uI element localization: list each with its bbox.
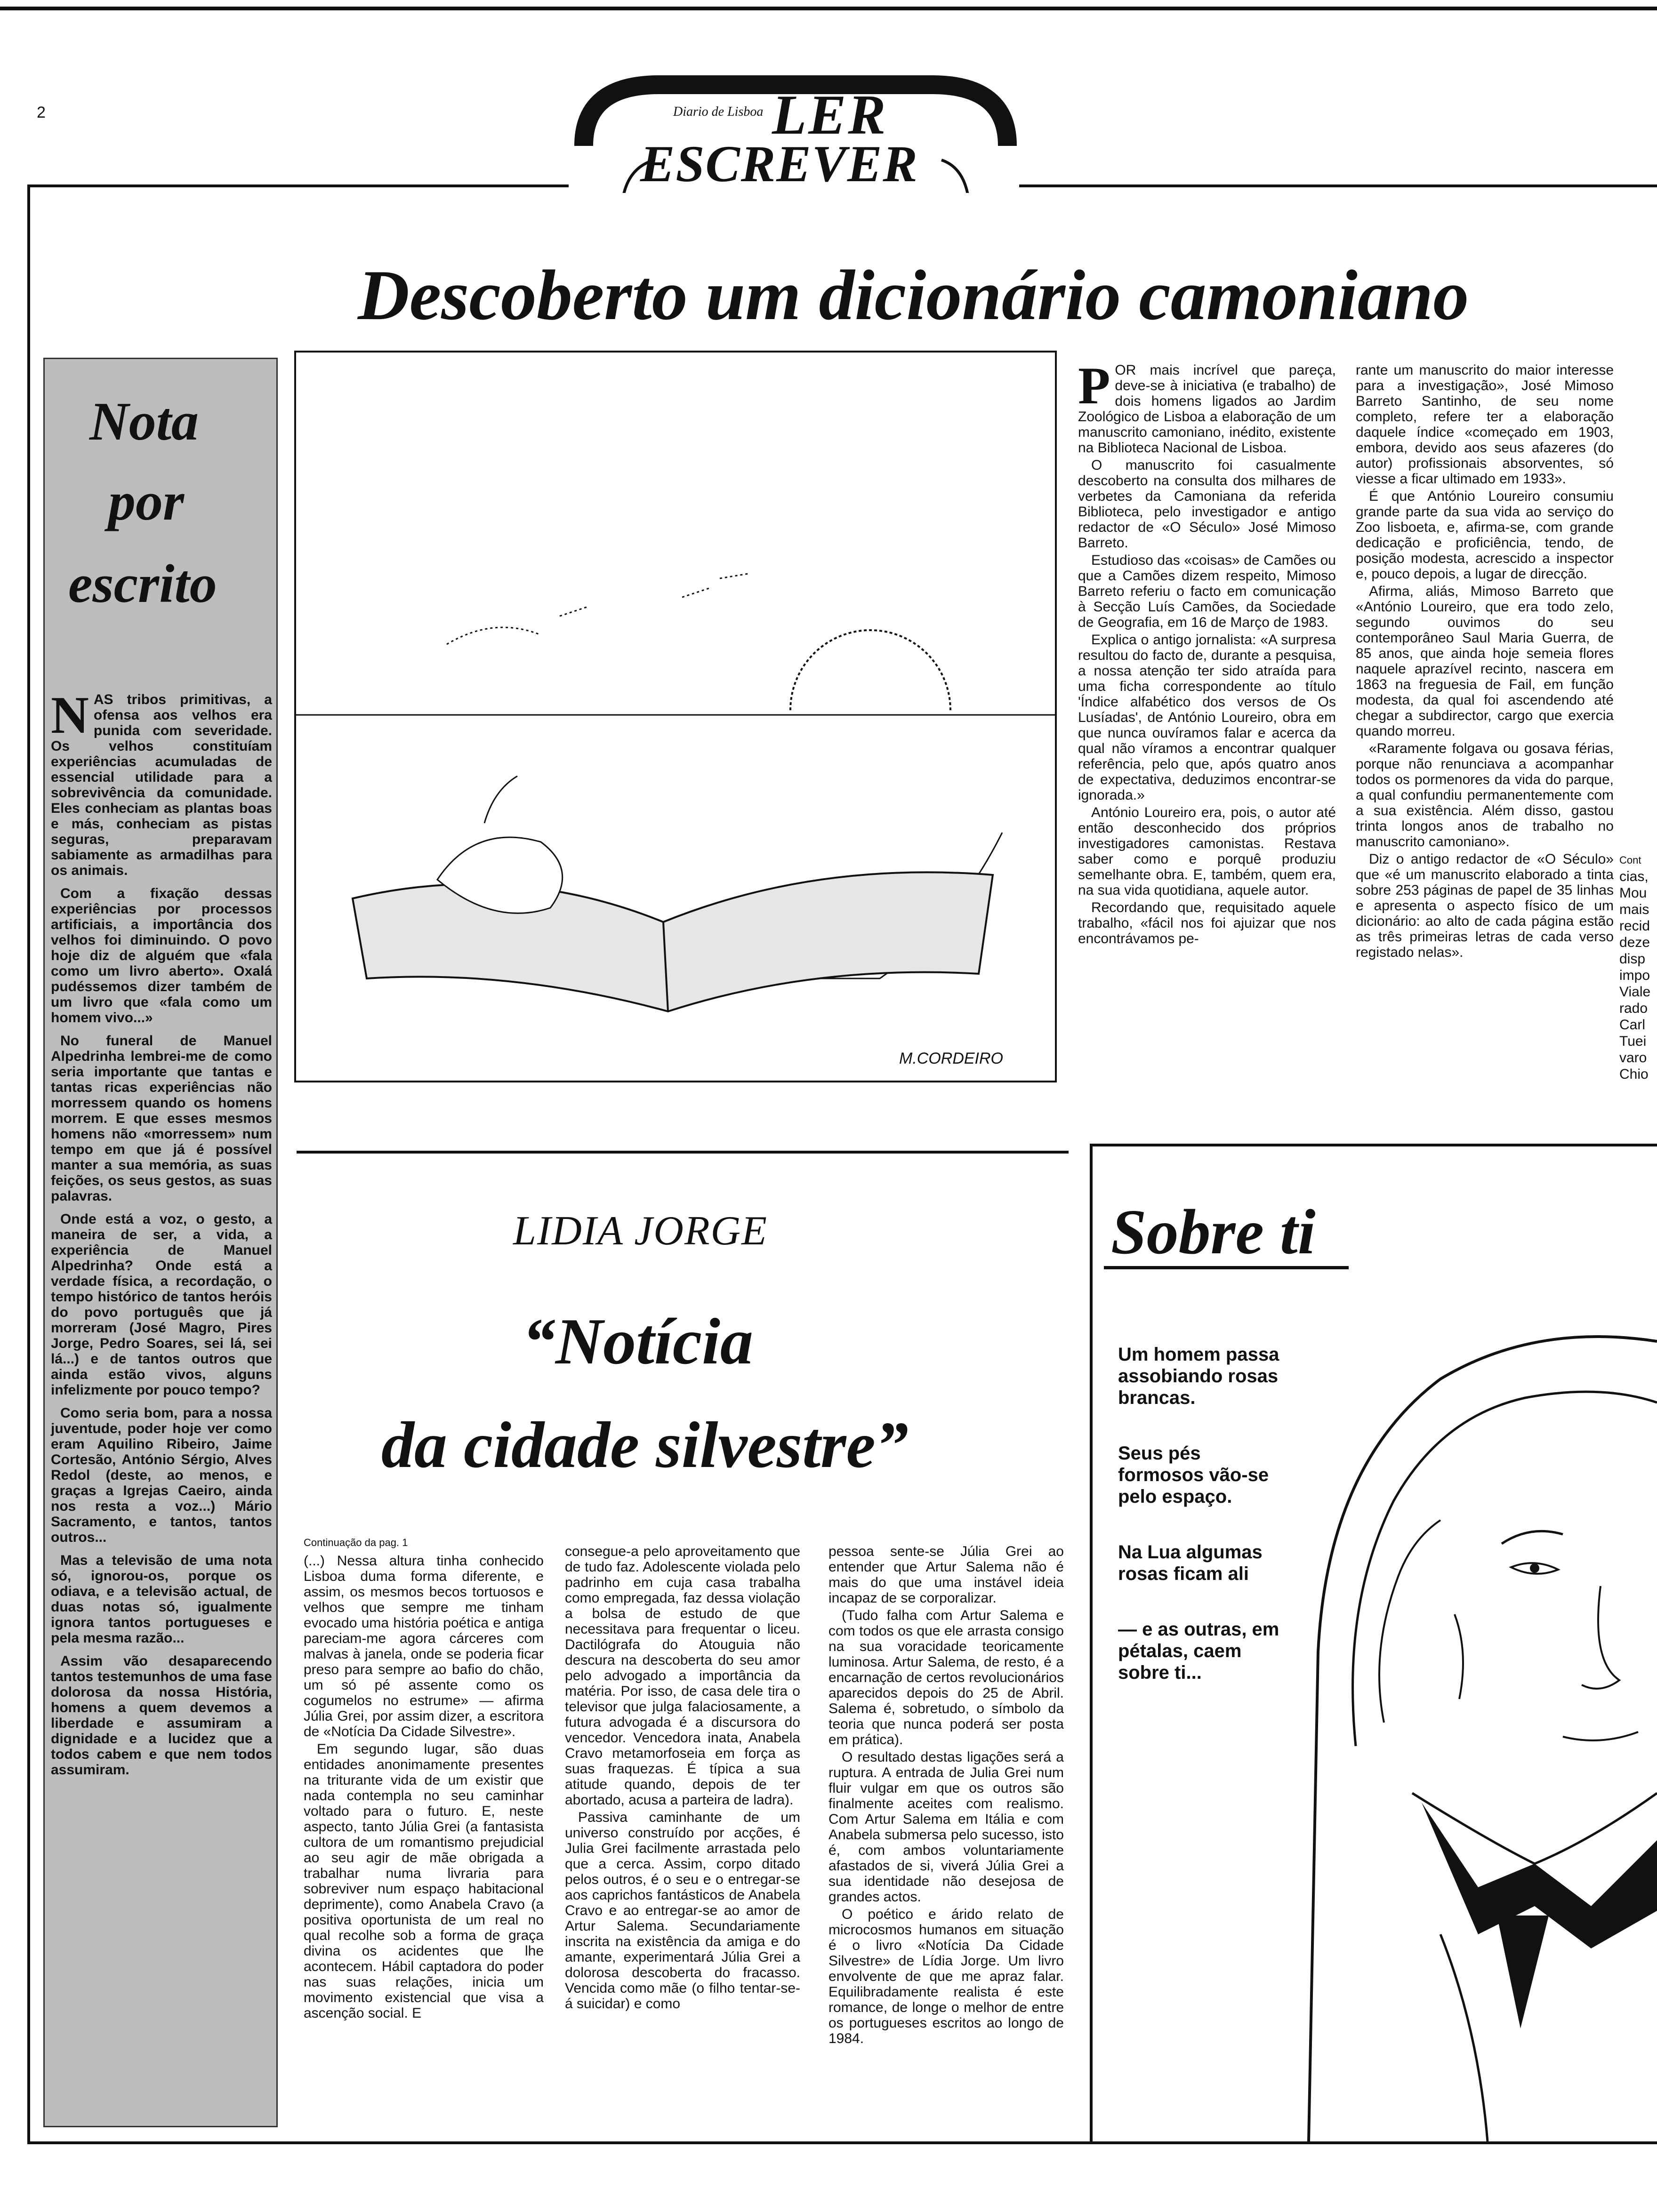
portrait-illustration [1299, 1322, 1657, 2141]
masthead-small: Diario de Lisboa [673, 104, 764, 119]
nota-title-1: Nota [89, 392, 199, 452]
poem-top-rule [1090, 1144, 1657, 1146]
bottom-border [27, 2141, 1657, 2144]
nota-paragraph: Mas a televisão de uma nota só, ignorou-os, porque os odiava, e a televisão actual, de duas notas só, igualmente ignora tantos portugueses e pela mesma razão... [51, 1553, 272, 1646]
top-border [0, 7, 1657, 10]
edge-fragment-label: Cont [1619, 854, 1641, 866]
article2-paragraph: pessoa sente-se Júlia Grei ao entender que Artur Salema não é mais do que uma instável ideia incapaz de se corporalizar. [828, 1544, 1064, 1606]
left-border [27, 184, 30, 2142]
poem-title: Sobre ti [1111, 1197, 1316, 1267]
article2-title-2: da cidade silvestre” [381, 1409, 909, 1482]
article2-paragraph: O resultado destas ligações será a ruptura. A entrada de Julia Grei num fluir vulgar em que os outros são finalmente aceites com realismo. Com Artur Salema em Itália e com Anabela submersa pelo sucesso, isto é, com ambos voluntariamente afastados de si, viverá Júlia Grei a sua identidade não desejosa de grandes actos. [828, 1749, 1064, 1905]
edge-fragment-line: impo [1619, 968, 1650, 983]
article2-paragraph: Passiva caminhante de um universo construído por acções, é Julia Grei facilmente arrastada pelo que a cerca. Assim, corpo ditado pelos outros, é o seu e o entregar-se aos caprichos fantásticos de Anabela Cravo e ao entregar-se ao amor de Artur Salema. Secundariamente inscrita na existência da amiga e do amante, experimentará Júlia Grei a dolorosa descoberta do fracasso. Vencida como mãe (o filho tentar-se-á suicidar) e como [565, 1810, 800, 2012]
eyebrow [1502, 1531, 1563, 1544]
article1-paragraph: António Loureiro era, pois, o autor até então desconhecido dos próprios investigadores camonistas. Restava saber como e porquê produziu semelhante obra. E, também, quem era, na sua vida quotidiana, aquele autor. [1078, 805, 1336, 898]
edge-fragment-line: recid [1619, 918, 1650, 934]
edge-fragment-line: disp [1619, 951, 1646, 967]
header-rule-left [27, 184, 569, 187]
illustration-signature: M.CORDEIRO [899, 1050, 1003, 1067]
hair-outline [1353, 1392, 1657, 1746]
poem-text [1118, 1344, 1287, 1717]
poem-stanza: — e as outras, em pétalas, caem sobre ti... [1118, 1619, 1279, 1683]
article1-dropcap: P [1078, 357, 1110, 415]
masthead-escrever: ESCREVER [640, 135, 918, 192]
article2-author: LIDIA JORGE [513, 1208, 768, 1254]
edge-fragment-line: cias, [1619, 869, 1649, 884]
tie [1497, 1915, 1549, 2028]
nose [1582, 1586, 1619, 1689]
article2-col3 [828, 1544, 1064, 2048]
article1-col1 [1078, 357, 1336, 948]
article1-paragraph: É que António Loureiro consumiu grande parte da sua vida ao serviço do Zoo lisboeta, e, afirma-se, com grande dedicação e proficiência, tendo, de posição modesta, acrescido a inspector e, pouco depois, a lugar de direcção. [1356, 489, 1614, 582]
hair-strand [1379, 1520, 1440, 1723]
pupil [1530, 1563, 1539, 1573]
article2-col2 [565, 1544, 800, 2013]
edge-fragment [1619, 852, 1656, 1082]
article2-top-rule [297, 1151, 1069, 1154]
poem-title-underline [1104, 1266, 1349, 1269]
birds [447, 574, 748, 644]
sun [790, 630, 950, 710]
article2-paragraph: (Tudo falha com Artur Salema e com todos os que ele arrasta consigo na sua voracidade teoricamente luminosa. Artur Salema, de resto, é a encarnação de certos revolucionários aparecidos depois do 25 de Abril. Salema é, sobretudo, o símbolo da teoria que nunca poderá ser posta em prática). [828, 1608, 1064, 1747]
poem-left-rule [1090, 1144, 1093, 2141]
nota-paragraph: Assim vão desaparecendo tantos testemunhos de uma fase dolorosa da nossa História, homens a quem devemos a liberdade e assumiram a dignidade e a lucidez que a todos cabem e que nem todos assumiram. [51, 1653, 272, 1778]
nota-paragraph: AS tribos primitivas, a ofensa aos velhos era punida com severidade. Os velhos constituíam experiências acumuladas de essencial utilidade para a sobrevivência da comunidade. Eles conheciam as plantas boas e más, conheciam as pistas seguras, preparavam sabiamente as armadilhas para os animais. [51, 692, 272, 878]
edge-fragment-line: deze [1619, 935, 1650, 950]
jacket-line [1440, 1934, 1488, 2141]
header-rule-right [1019, 184, 1657, 187]
article1-headline: Descoberto um dicionário camoniano [358, 256, 1469, 335]
nota-paragraph: Onde está a voz, o gesto, a maneira de ser, a vida, a experiência de Manuel Alpedrinha? Onde está a verdade física, a recordação, o tempo histórico de tantos heróis do povo português que já morreram (José Magro, Pires Jorge, Pedro Soares, sei lá, sei lá...) e de tantos outros que ainda estão vivos, alguns infelizmente por pouco tempo? [51, 1211, 272, 1398]
illustration-frame [294, 351, 1057, 1082]
article1-paragraph: Recordando que, requisitado aquele trabalho, «fácil nos foi ajuizar que nos encontrávamos pe- [1078, 900, 1336, 946]
article2-paragraph: (...) Nessa altura tinha conhecido Lisboa duma forma diferente, e assim, os mesmos becos tortuosos e velhos que sempre me tinham evocado uma história poética e antiga pareciam-me agora cárceres com malvas à janela, onde se poderia ficar preso para sempre ao bafio do chão, um só pé assente como os cogumelos no estrume» — afirma Júlia Grei, por assim dizer, a escritora de «Notícia Da Cidade Silvestre». [304, 1553, 544, 1739]
article1-paragraph: Explica o antigo jornalista: «A surpresa resultou do facto de, durante a pesquisa, a nossa atenção ter sido atraída para uma ficha correspondente ao título 'Índice alfabético dos versos de Os Lusíadas', de António Loureiro, obra em que nunca ouvíramos falar e acerca da qual não víramos a encontrar qualquer referência, pelo que, após quatro anos de expectativa, deduzimos encontrar-se ignorada.» [1078, 632, 1336, 803]
masthead-ler: LER [772, 83, 888, 146]
edge-fragment-line: Viale [1619, 984, 1651, 1000]
mouth [1563, 1732, 1638, 1740]
article1-paragraph: «Raramente folgava ou gosava férias, porque não renunciava a acompanhar todos os pormenores da vida do parque, a qual confundiu permanentemente com a sua existência. Além disso, gastou trinta longos anos de trabalho no manuscrito camoniano». [1356, 741, 1614, 850]
open-book [353, 872, 993, 1011]
edge-fragment-line: Mou [1619, 885, 1647, 901]
article1-paragraph: Diz o antigo redactor de «O Século» que «é um manuscrito elaborado a tinta sobre 253 páginas de papel de 35 linhas e apresenta o aspecto físico de um dicionário: ao alto de cada página estão as três primeiras letras de cada verso registado nelas». [1356, 851, 1614, 960]
poem-stanza: Na Lua algumas rosas ficam ali [1118, 1542, 1263, 1584]
ear [1455, 1614, 1463, 1699]
article2-col1 [304, 1553, 544, 2023]
nota-title-2: por [108, 472, 185, 532]
nota-dropcap: N [51, 686, 89, 745]
nota-paragraph: Com a fixação dessas experiências por processos artificiais, a importância dos velhos foi diminuindo. O povo hoje diz de alguém que «fala como um livro aberto». Oxalá pudéssemos dizer também de um livro que «fala como um homem vivo...» [51, 886, 272, 1026]
quill [484, 776, 517, 823]
book-illustration [296, 353, 1055, 1081]
article2-paragraph: consegue-a pelo aproveitamento que de tudo faz. Adolescente violada pelo padrinho em cuja casa trabalha como empregada, faz dessa violação a bolsa de estudo de que necessitava para frequentar o liceu. Dactilógrafa do Atouguia não descura na descoberta do seu amor pelo advogado a importância da matéria. Por isso, de casa dele tira o televisor que julga falaciosamente, a futura advogada é a discursora do vencedor. Vencedora inata, Anabela Cravo metamorfoseia em força as suas fraquezas. É típica a sua atitude quando, depois de ter abortado, acusa a parteira de ladra). [565, 1544, 800, 1808]
article1-paragraph: Estudioso das «coisas» de Camões ou que a Camões dizem respeito, Mimoso Barreto referiu o facto em comunicação à Secção Luís Camões, da Sociedade de Geografia, em 16 de Março de 1983. [1078, 553, 1336, 630]
edge-fragment-line: Chio [1619, 1066, 1649, 1082]
poem-stanza: Um homem passa assobiando rosas brancas. [1118, 1344, 1279, 1408]
poem-stanza: Seus pés formosos vão-se pelo espaço. [1118, 1443, 1269, 1507]
nota-title-3: escrito [68, 554, 217, 614]
article1-paragraph: O manuscrito foi casualmente descoberto na consulta dos milhares de verbetes da Camoniana da referida Biblioteca, pelo investigador e antigo redactor de «O Século» José Mimoso Barreto. [1078, 457, 1336, 551]
edge-fragment-line: Tuei [1619, 1034, 1647, 1049]
article1-col2 [1356, 362, 1614, 962]
article1-paragraph: rante um manuscrito do maior interesse para a investigação», José Mimoso Barreto Santinho, de seu nome completo, refere ter a elaboração daquele índice «começado em 1903, embora, devido aos seus afazeres (do autor) profissionais absorventes, só viesse a ficar ultimado em 1933». [1356, 362, 1614, 487]
article2-paragraph: Em segundo lugar, são duas entidades anonimamente presentes na triturante vida de um existir que nada contempla no seu caminhar voltado para o futuro. E, neste aspecto, tanto Júlia Grei (a fantasista cultora de um romantismo prejudicial ao seu agir de mãe obrigada a trabalhar numa livraria para sobreviver num espaço habitacional deprimente), como Anabela Cravo (a positiva oportunista de um real no qual recolhe sob a forma de graça divina os acidentes que lhe acontecem. Hábil captadora do poder nas suas relações, inicia um movimento existencial que visa a ascenção social. E [304, 1741, 544, 2021]
nota-text [51, 686, 272, 1785]
article2-paragraph: O poético e árido relato de microcosmos humanos em situação é o livro «Notícia Da Cidade Silvestre» de Lídia Jorge. Um livro envolvente de que me apraz falar. Equilibradamente realista é este romance, de longe o melhor de entre os portugueses escritos ao longo de 1984. [828, 1907, 1064, 2046]
edge-fragment-line: mais [1619, 902, 1649, 917]
nota-paragraph: No funeral de Manuel Alpedrinha lembrei-me de como seria importante que tantas e tantas ricas experiências não morressem quando os homens morrem. E que esses mesmos homens não «morressem» num tempo em que já é possível manter a sua memória, as suas feições, os seus gestos, as suas palavras. [51, 1033, 272, 1204]
page-number: 2 [37, 104, 46, 121]
article1-paragraph: Afirma, aliás, Mimoso Barreto que «António Loureiro, que era todo zelo, segundo ouvimos do seu contemporâneo Saul Maria Guerra, de 85 anos, que ainda hoje semeia flores naquele aprazível recinto, nascera em 1863 na freguesia de Fail, em função modesta, da qual foi ascendendo até chegar a subdirector, cargo que exercia quando morreu. [1356, 584, 1614, 739]
continuation-note: Continuação da pag. 1 [304, 1537, 408, 1548]
nota-paragraph: Como seria bom, para a nossa juventude, poder hoje ver como eram Aquilino Ribeiro, Jaime Cortesão, António Sérgio, Alves Redol (deste, ao menos, e graças a Igrejas Caeiro, ainda nos resta a voz...) Mário Sacramento, e tantos, tantos outros... [51, 1405, 272, 1545]
edge-fragment-line: varo [1619, 1050, 1647, 1066]
article2-title-1: “Notícia [523, 1305, 753, 1378]
edge-fragment-line: rado [1619, 1001, 1648, 1016]
edge-fragment-line: Carl [1619, 1017, 1646, 1033]
article1-paragraph: OR mais incrível que pareça, deve-se à iniciativa (e trabalho) de dois homens ligados ao Jardim Zoológico de Lisboa a elaboração de um manuscrito camoniano, inédito, existente na Biblioteca Nacional de Lisboa. [1078, 362, 1336, 456]
